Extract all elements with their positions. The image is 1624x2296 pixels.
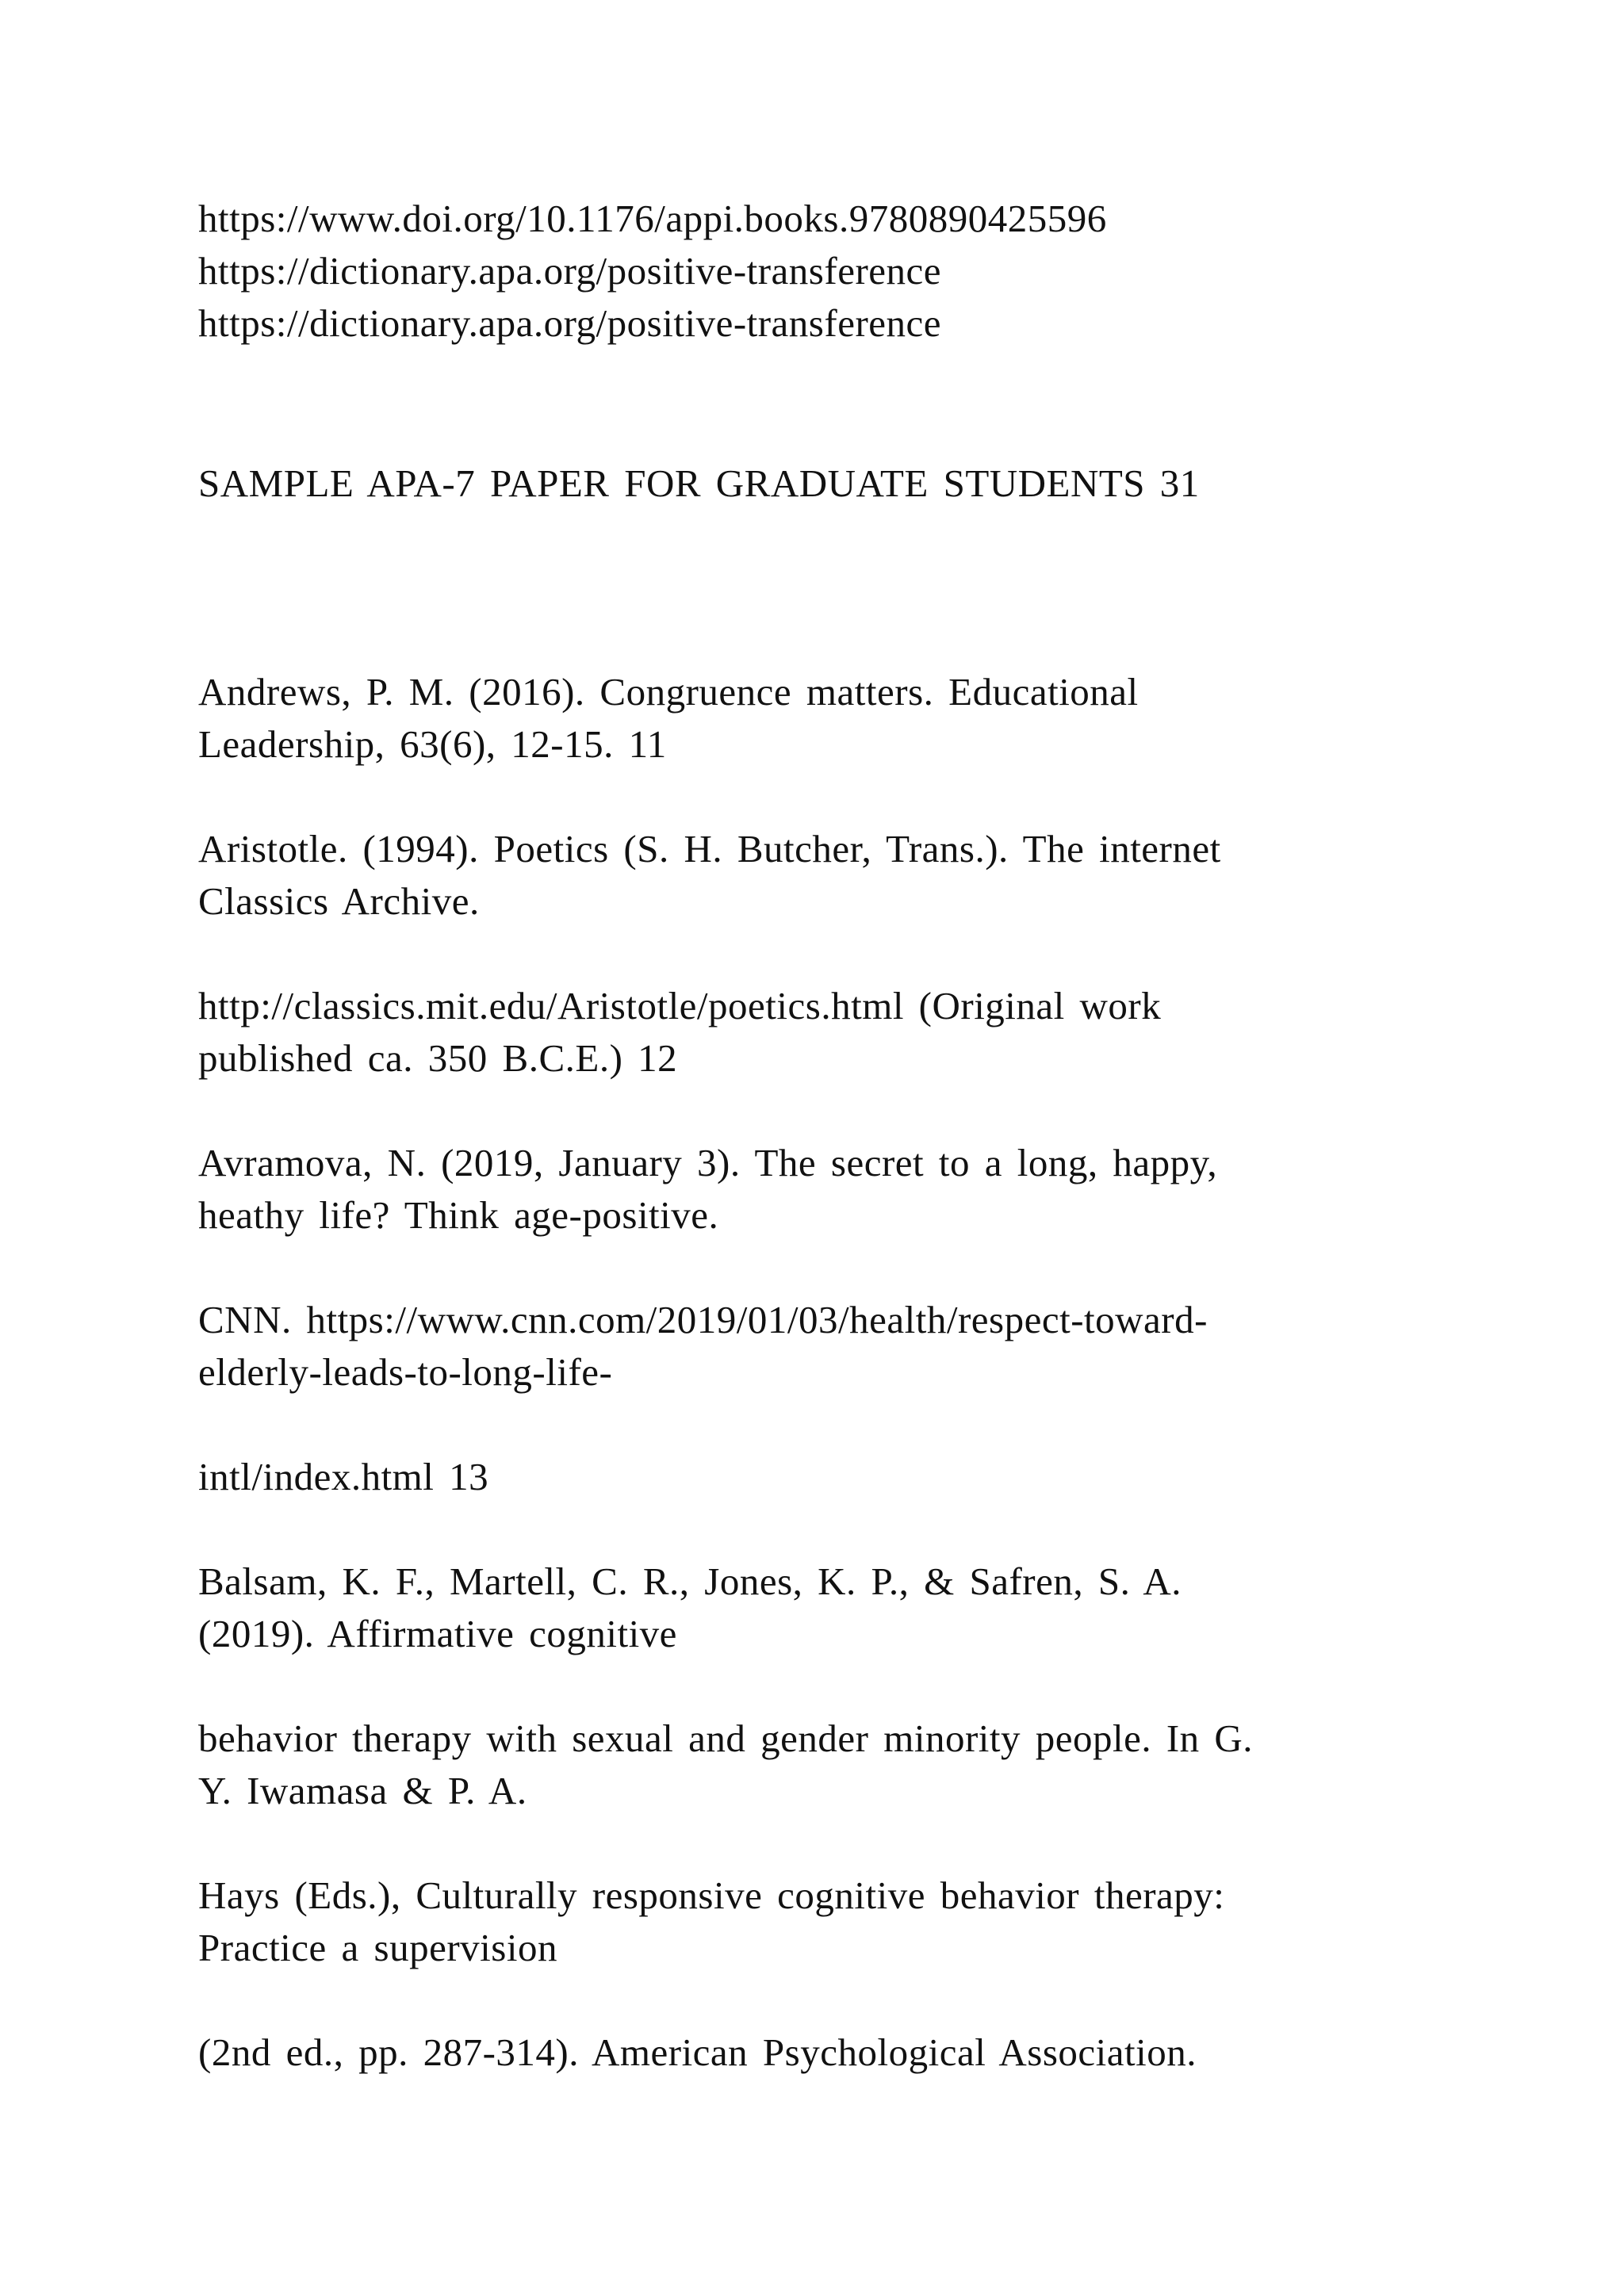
link-line: https://www.doi.org/10.1176/appi.books.9780890425596 — [198, 197, 1107, 240]
reference-line: behavior therapy with sexual and gender minority people. In G. — [198, 1716, 1254, 1760]
reference-line: http://classics.mit.edu/Aristotle/poetics.html (Original work — [198, 984, 1162, 1027]
reference-line: heathy life? Think age-positive. — [198, 1193, 719, 1237]
reference-line: Practice a supervision — [198, 1926, 557, 1969]
reference-line: intl/index.html 13 — [198, 1455, 489, 1498]
link-line: https://dictionary.apa.org/positive-transference — [198, 301, 942, 345]
reference-line: (2019). Affirmative cognitive — [198, 1612, 677, 1655]
reference-line: published ca. 350 B.C.E.) 12 — [198, 1036, 678, 1080]
link-line: https://dictionary.apa.org/positive-transference — [198, 249, 942, 293]
reference-line: Hays (Eds.), Culturally responsive cognitive behavior therapy: — [198, 1873, 1225, 1917]
reference-line: Avramova, N. (2019, January 3). The secret to a long, happy, — [198, 1141, 1218, 1184]
reference-line: Leadership, 63(6), 12-15. 11 — [198, 722, 667, 766]
running-head: SAMPLE APA-7 PAPER FOR GRADUATE STUDENTS 31 — [198, 461, 1200, 505]
reference-line: Andrews, P. M. (2016). Congruence matters. Educational — [198, 670, 1139, 714]
reference-line: Balsam, K. F., Martell, C. R., Jones, K. P., & Safren, S. A. — [198, 1559, 1182, 1603]
reference-line: CNN. https://www.cnn.com/2019/01/03/health/respect-toward- — [198, 1298, 1208, 1341]
reference-line: (2nd ed., pp. 287-314). American Psychological Association. — [198, 2030, 1197, 2074]
reference-line: Y. Iwamasa & P. A. — [198, 1769, 527, 1812]
reference-line: Classics Archive. — [198, 879, 480, 923]
reference-line: elderly-leads-to-long-life- — [198, 1350, 613, 1394]
reference-line: Aristotle. (1994). Poetics (S. H. Butcher, Trans.). The internet — [198, 827, 1221, 871]
